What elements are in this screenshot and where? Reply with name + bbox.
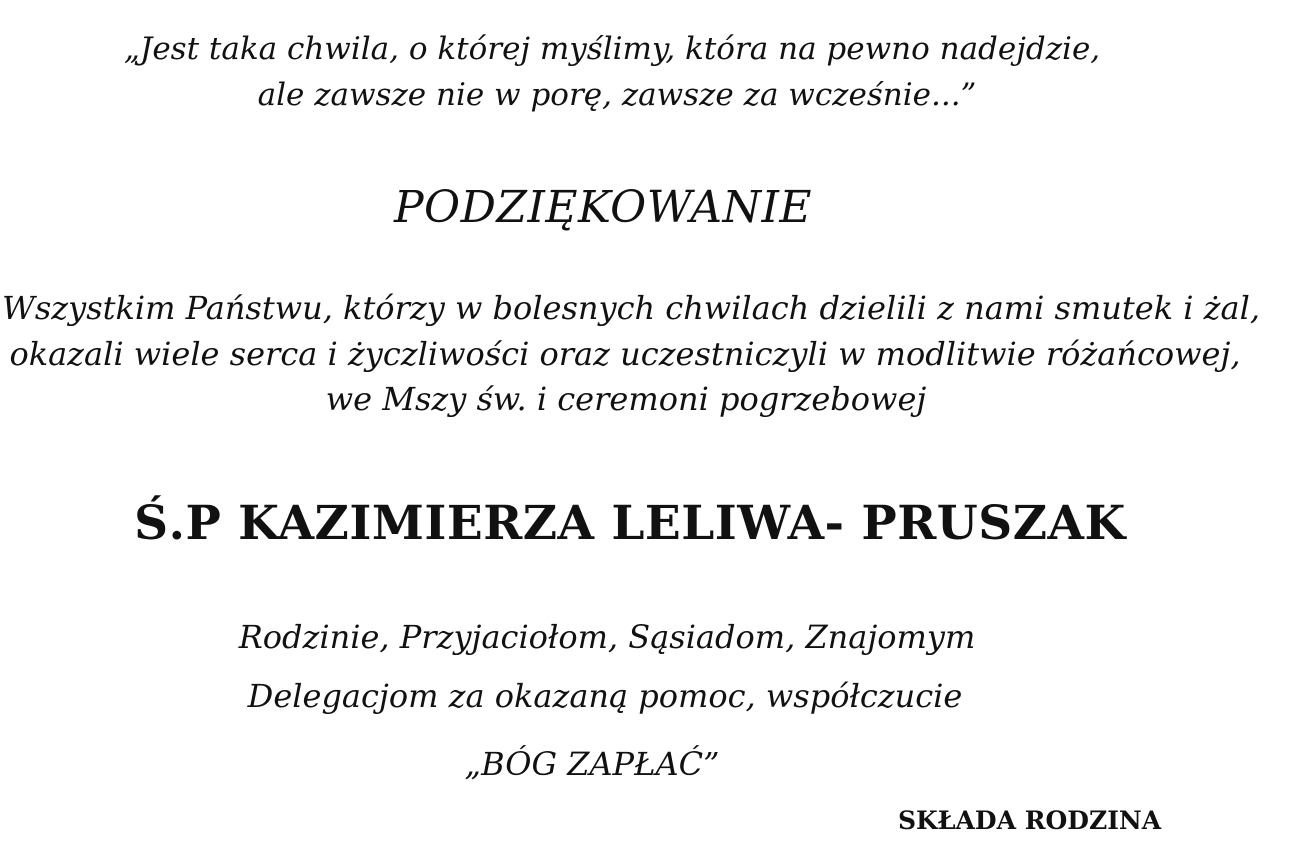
body-line-2: okazali wiele serca i życzliwości oraz uczestniczyli w modlitwie różańcowej, [9,335,1241,373]
quote-line-2: ale zawsze nie w porę, zawsze za wcześnie...” [257,77,977,113]
thanks-line-1: Rodzinie, Przyjaciołom, Sąsiadom, Znajomym [238,618,976,656]
body-line-1: Wszystkim Państwu, którzy w bolesnych chwilach dzielili z nami smutek i żal, [1,289,1261,327]
signoff: SKŁADA RODZINA [898,806,1162,835]
thanks-line-3: „BÓG ZAPŁAĆ” [464,745,720,783]
quote-line-1: „Jest taka chwila, o której myślimy, która na pewno nadejdzie, [123,31,1101,67]
thanks-line-2: Delegacjom za okazaną pomoc, współczucie [247,677,963,715]
body-line-3: we Mszy św. i ceremoni pogrzebowej [325,380,927,418]
deceased-name: Ś.P KAZIMIERZA LELIWA- PRUSZAK [134,496,1126,551]
page-title: PODZIĘKOWANIE [393,182,813,233]
